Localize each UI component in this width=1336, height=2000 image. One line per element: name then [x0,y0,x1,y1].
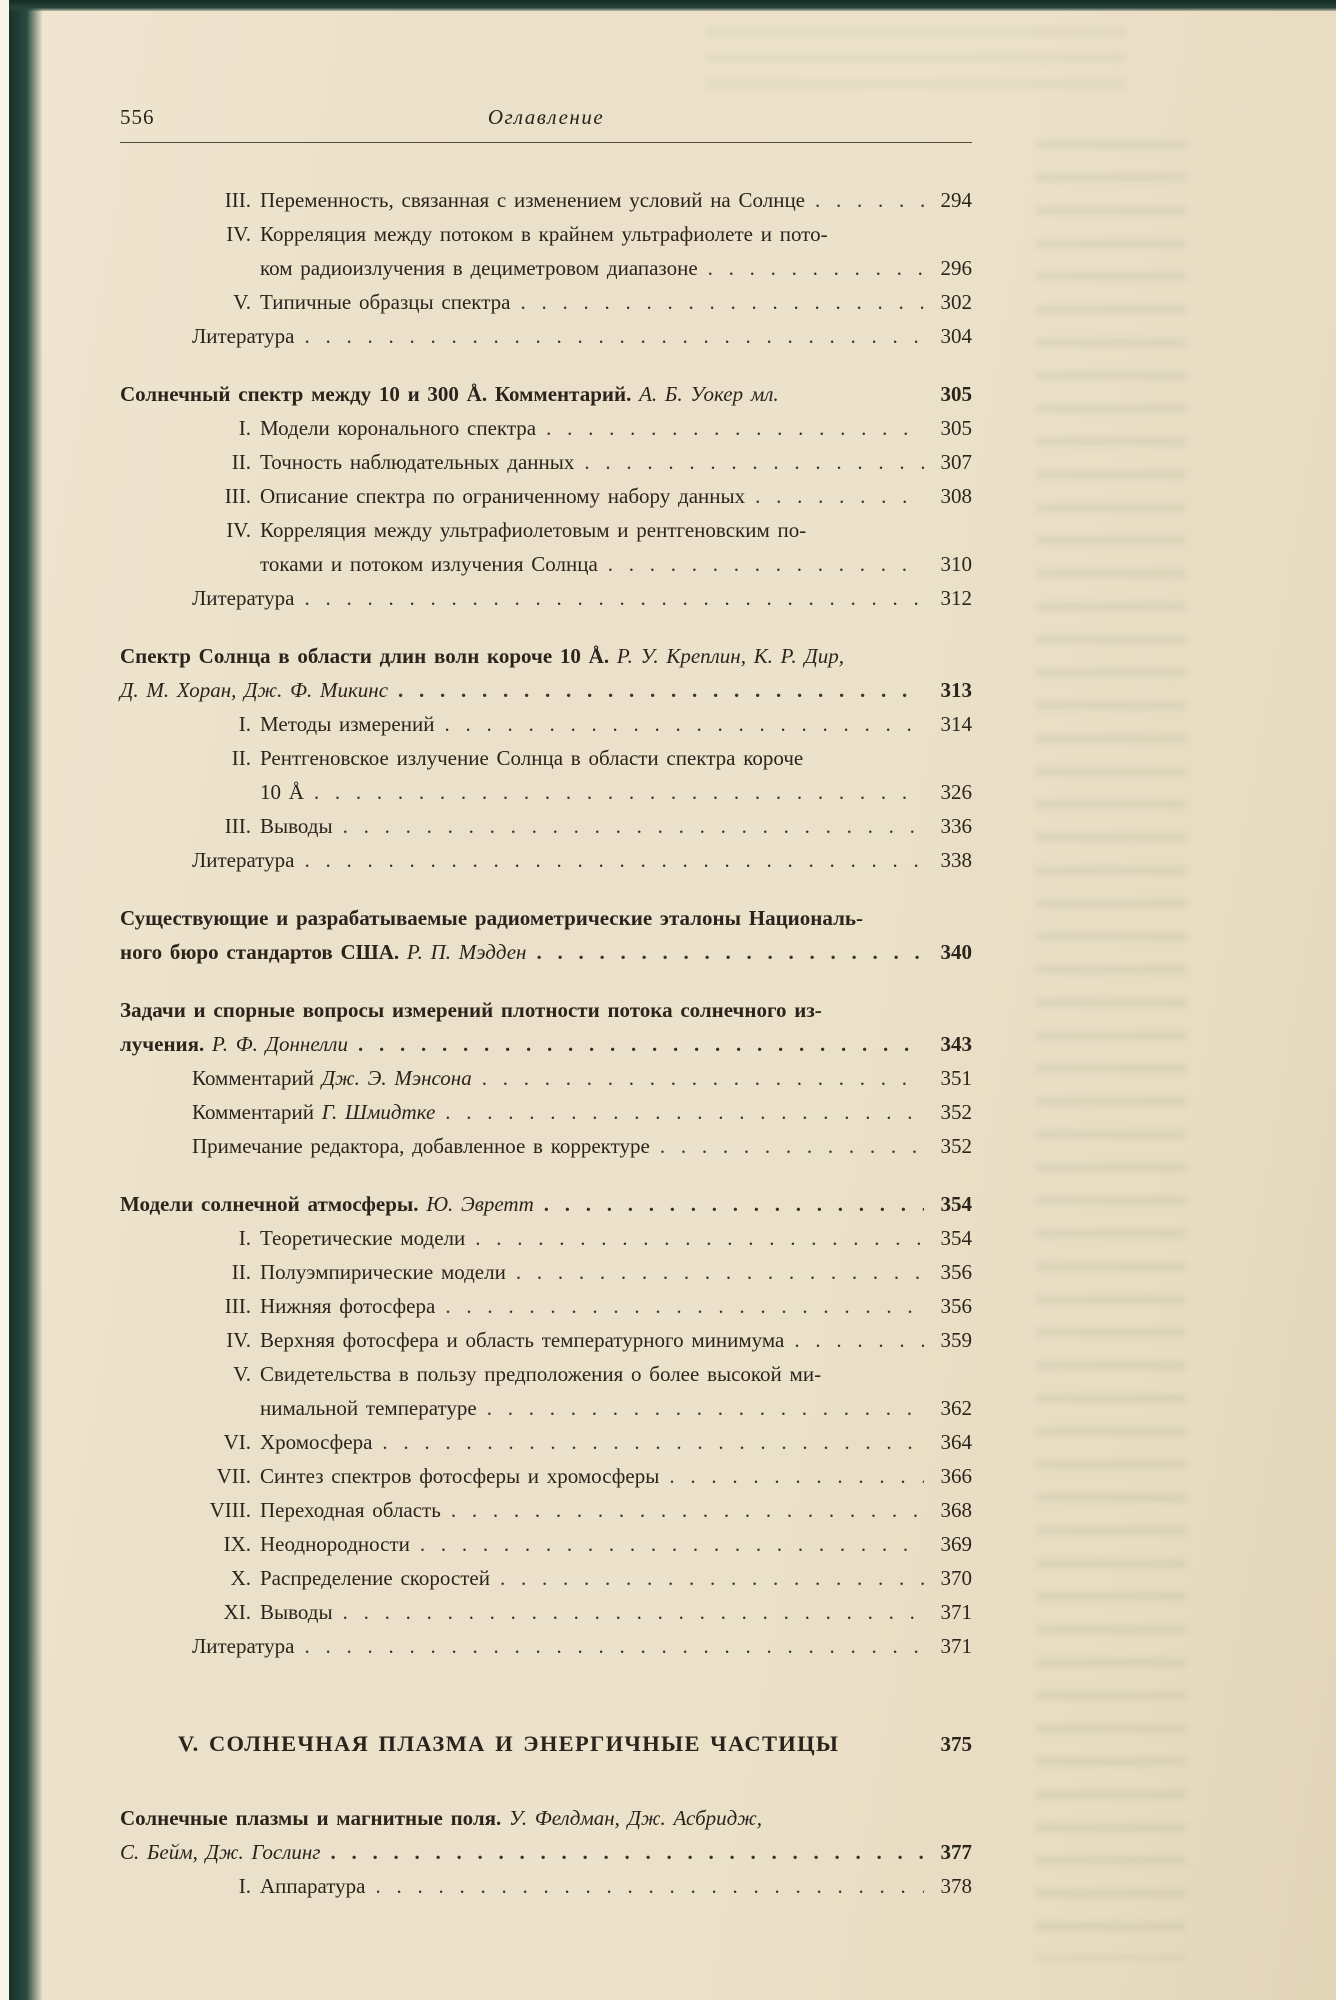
entry-text-segment: Выводы [260,814,333,838]
page-ref: 356 [940,1260,972,1284]
item-numeral: V. [233,1362,251,1386]
dot-leader [516,1255,924,1289]
item-numeral: I. [238,712,251,736]
entry-text-segment: Точность наблюдательных данных [260,450,575,474]
entry-text [260,411,536,445]
entry-text-segment: Описание спектра по ограниченному набору данных [260,484,746,508]
dot-leader [358,1027,924,1061]
page-number: 556 [120,105,155,129]
page-ref: 369 [940,1532,972,1556]
page-ref: 378 [940,1874,972,1898]
entry-text [120,993,822,1027]
toc-line [120,1323,972,1357]
dot-leader [487,1391,924,1425]
author-name: Ю. Эвретт [426,1192,534,1216]
dot-leader [445,1095,924,1129]
item-numeral: IV. [226,222,251,246]
dot-leader [475,1221,924,1255]
entry-text [260,1323,784,1357]
entry-text-segment: Существующие и разрабатываемые радиометрические эталоны Националь- [120,906,863,930]
entry-text-segment: Типичные образцы спектра [260,290,511,314]
entry-text-segment: Выводы [260,1600,333,1624]
toc-line [120,1425,972,1459]
section-heading-line [120,993,972,1027]
entry-text-segment: Переходная область [260,1498,441,1522]
section-heading-line [120,1187,972,1221]
entry-text [178,1727,839,1761]
page-ref: 352 [940,1100,972,1124]
entry-text [260,217,828,251]
page-ref: 313 [940,678,972,702]
section-heading-line [120,901,972,935]
item-numeral: IX. [223,1532,251,1556]
entry-text-segment: Литература [192,1634,295,1658]
page-ref: 368 [940,1498,972,1522]
page-ref: 305 [940,416,972,440]
entry-text-segment: лучения. [120,1032,213,1056]
entry-text-segment: Литература [192,586,295,610]
entry-text-segment: Аппаратура [260,1874,366,1898]
entry-text-segment: 10 Å [260,780,304,804]
entry-text [260,1221,465,1255]
entry-text [260,741,803,775]
entry-text-segment: Модели солнечной атмосферы. [120,1192,427,1216]
entry-text [120,673,388,707]
dot-leader [304,319,924,353]
entry-text [260,1561,490,1595]
page-ref: 305 [940,382,972,406]
page-ref: 340 [940,940,972,964]
entry-text [260,513,806,547]
item-numeral: I. [238,1874,251,1898]
dot-leader [536,935,924,969]
entry-text [260,479,745,513]
toc-line [120,217,972,251]
item-numeral: II. [231,1260,251,1284]
section-heading-line [120,673,972,707]
entry-text [260,809,333,843]
dot-leader [544,1187,924,1221]
author-name: С. Бейм, Дж. Гослинг [120,1840,321,1864]
page-ref: 354 [940,1226,972,1250]
entry-text [192,319,294,353]
author-name: У. Фелдман, Дж. Асбридж, [509,1806,763,1830]
entry-text [260,285,510,319]
page-ref: 310 [940,552,972,576]
author-name: Р. У. Креплин, К. Р. Дир, [616,644,844,668]
entry-text [192,1095,435,1129]
dot-leader [500,1561,924,1595]
toc-line [120,1289,972,1323]
dot-leader [451,1493,924,1527]
page-ref: 366 [940,1464,972,1488]
running-title: Оглавление [487,105,605,129]
page-ref: 362 [940,1396,972,1420]
item-numeral: III. [224,484,251,508]
dot-leader [314,775,924,809]
toc-line [120,547,972,581]
author-name: Г. Шмидтке [321,1100,436,1124]
entry-text-segment: Неоднородности [260,1532,410,1556]
toc-line [120,1561,972,1595]
entry-text-segment: Корреляция между потоком в крайнем ультрафиолете и пото- [260,222,828,246]
entry-text [260,707,434,741]
page-ref: 304 [940,324,972,348]
author-name: Д. М. Хоран, Дж. Ф. Микинс [120,678,389,702]
entry-text [120,1187,534,1221]
page-ref: 351 [940,1066,972,1090]
book-cover-edge-left [8,0,42,2000]
item-numeral: I. [238,1226,251,1250]
entry-text-segment: ного бюро стандартов США. [120,940,407,964]
entry-text [120,1027,348,1061]
showthrough-text-band-top [706,28,1126,100]
entry-text [260,1869,365,1903]
item-numeral: XI. [223,1600,251,1624]
entry-text-segment: Примечание редактора, добавленное в корректуре [192,1134,650,1158]
page-ref: 336 [940,814,972,838]
dot-leader [420,1527,924,1561]
dot-leader [304,1629,924,1663]
item-numeral: VIII. [209,1498,251,1522]
entry-text-segment: Рентгеновское излучение Солнца в области спектра короче [260,746,804,770]
showthrough-text-band [1036,140,1186,1960]
toc-line [120,843,972,877]
toc-line [120,183,972,217]
page-ref: 371 [940,1634,972,1658]
toc-line [120,445,972,479]
dot-leader [546,411,924,445]
entry-text [260,547,598,581]
entry-text-segment: Свидетельства в пользу предположения о более высокой ми- [260,1362,822,1386]
toc-line [120,411,972,445]
toc-line [120,775,972,809]
dot-leader [445,1289,924,1323]
entry-text-segment: Спектр Солнца в области длин волн короче 10 Å. [120,644,617,668]
entry-text-segment: Модели коронального спектра [260,416,537,440]
entry-text-segment: Распределение скоростей [260,1566,490,1590]
dot-leader [669,1459,924,1493]
book-cover-edge-top [0,0,1336,11]
entry-text [260,1391,477,1425]
toc-line [120,1595,972,1629]
dot-leader [382,1425,924,1459]
item-numeral: III. [224,1294,251,1318]
toc-line [120,319,972,353]
item-numeral: VII. [216,1464,251,1488]
toc-line [120,1869,972,1903]
entry-text [260,1493,441,1527]
entry-text-segment: Задачи и спорные вопросы измерений плотности потока солнечного из- [120,998,822,1022]
page-ref: 359 [940,1328,972,1352]
dot-leader [398,673,924,707]
entry-text [120,639,844,673]
entry-text-segment: Литература [192,848,295,872]
entry-text-segment: Полуэмпирические модели [260,1260,506,1284]
item-numeral: IV. [226,1328,251,1352]
toc-line [120,1255,972,1289]
section-heading-line [120,377,972,411]
entry-text-segment: ком радиоизлучения в дециметровом диапазоне [260,256,698,280]
toc-line [120,1357,972,1391]
item-numeral: I. [238,416,251,440]
entry-text-segment: V. СОЛНЕЧНАЯ ПЛАЗМА И ЭНЕРГИЧНЫЕ ЧАСТИЦЫ [178,1731,840,1756]
entry-text-segment: Литература [192,324,295,348]
entry-text-segment: токами и потоком излучения Солнца [260,552,598,576]
page-ref: 308 [940,484,972,508]
item-numeral: II. [231,450,251,474]
entry-text-segment: Верхняя фотосфера и область температурного минимума [260,1328,785,1352]
toc-line [120,581,972,615]
entry-text [260,251,698,285]
page-header [120,100,972,143]
item-numeral: V. [233,290,251,314]
entry-text-segment: Солнечный спектр между 10 и 300 Å. Комментарий. [120,382,640,406]
toc [120,183,972,1903]
toc-line [120,1629,972,1663]
page-ref: 370 [940,1566,972,1590]
item-numeral: III. [224,814,251,838]
page-ref: 343 [940,1032,972,1056]
dot-leader [520,285,924,319]
entry-text-segment: Теоретические модели [260,1226,466,1250]
section-heading-line [120,639,972,673]
author-name: Р. П. Мэдден [406,940,527,964]
toc-line [120,809,972,843]
toc-line [120,1493,972,1527]
toc-line [120,1095,972,1129]
entry-text-segment: Корреляция между ультрафиолетовым и рентгеновским по- [260,518,807,542]
toc-line [120,1391,972,1425]
item-numeral: IV. [226,518,251,542]
page-ref: 364 [940,1430,972,1454]
page-ref: 377 [940,1840,972,1864]
section-heading-line [120,1801,972,1835]
toc-line [120,479,972,513]
item-numeral: VI. [223,1430,251,1454]
toc-line [120,1061,972,1095]
entry-text [260,445,574,479]
section-heading-line [120,1027,972,1061]
item-numeral: II. [231,746,251,770]
entry-text [192,843,294,877]
section-heading-line [120,935,972,969]
page-edge-highlight [0,0,9,2000]
dot-leader [304,581,924,615]
entry-text [260,1255,506,1289]
author-name: А. Б. Уокер мл. [639,382,779,406]
toc-line [120,1459,972,1493]
entry-text-segment: Комментарий [192,1100,322,1124]
dot-leader [343,1595,924,1629]
toc-line [120,513,972,547]
page-ref: 371 [940,1600,972,1624]
entry-text-segment: Переменность, связанная с изменением условий на Солнце [260,188,806,212]
toc-line [120,1129,972,1163]
page-ref: 338 [940,848,972,872]
page-ref: 356 [940,1294,972,1318]
page-ref: 307 [940,450,972,474]
entry-text [192,581,294,615]
item-numeral: III. [224,188,251,212]
entry-text [260,1425,372,1459]
dot-leader [755,479,924,513]
entry-text [192,1129,650,1163]
page-ref: 312 [940,586,972,610]
entry-text-segment: Методы измерений [260,712,435,736]
entry-text [120,1801,762,1835]
entry-text [120,901,863,935]
dot-leader [708,251,924,285]
entry-text [120,377,779,411]
page-ref: 296 [940,256,972,280]
toc-line [120,251,972,285]
entry-text [192,1629,294,1663]
dot-leader [375,1869,924,1903]
entry-text [192,1061,472,1095]
entry-text-segment: Нижняя фотосфера [260,1294,436,1318]
entry-text [120,1835,320,1869]
toc-line [120,741,972,775]
entry-text-segment: Хромосфера [260,1430,373,1454]
dot-leader [482,1061,924,1095]
entry-text [260,183,805,217]
toc-line [120,707,972,741]
page-ref: 294 [940,188,972,212]
toc-line [120,1221,972,1255]
section-heading-line [120,1835,972,1869]
entry-text [260,1595,333,1629]
entry-text-segment: Комментарий [192,1066,322,1090]
entry-text [260,1289,435,1323]
dot-leader [304,843,924,877]
entry-text [260,775,304,809]
toc-line [120,1527,972,1561]
entry-text [260,1357,821,1391]
item-numeral: X. [230,1566,251,1590]
page-ref: 302 [940,290,972,314]
author-name: Р. Ф. Доннелли [212,1032,348,1056]
entry-text-segment: Синтез спектров фотосферы и хромосферы [260,1464,660,1488]
dot-leader [584,445,924,479]
entry-text-segment: Солнечные плазмы и магнитные поля. [120,1806,510,1830]
dot-leader [343,809,924,843]
dot-leader [660,1129,924,1163]
toc-line [120,285,972,319]
entry-text [260,1459,659,1493]
entry-text [120,935,526,969]
page-ref: 326 [940,780,972,804]
entry-text [260,1527,410,1561]
page-ref: 314 [940,712,972,736]
author-name: Дж. Э. Мэнсона [321,1066,472,1090]
page-ref: 375 [940,1732,972,1756]
part-heading [120,1727,972,1761]
page-ref: 354 [940,1192,972,1216]
dot-leader [794,1323,924,1357]
entry-text-segment: нимальной температуре [260,1396,477,1420]
page-content [120,100,972,1903]
page-ref: 352 [940,1134,972,1158]
dot-leader [444,707,924,741]
dot-leader [330,1835,924,1869]
dot-leader [815,183,924,217]
dot-leader [608,547,924,581]
